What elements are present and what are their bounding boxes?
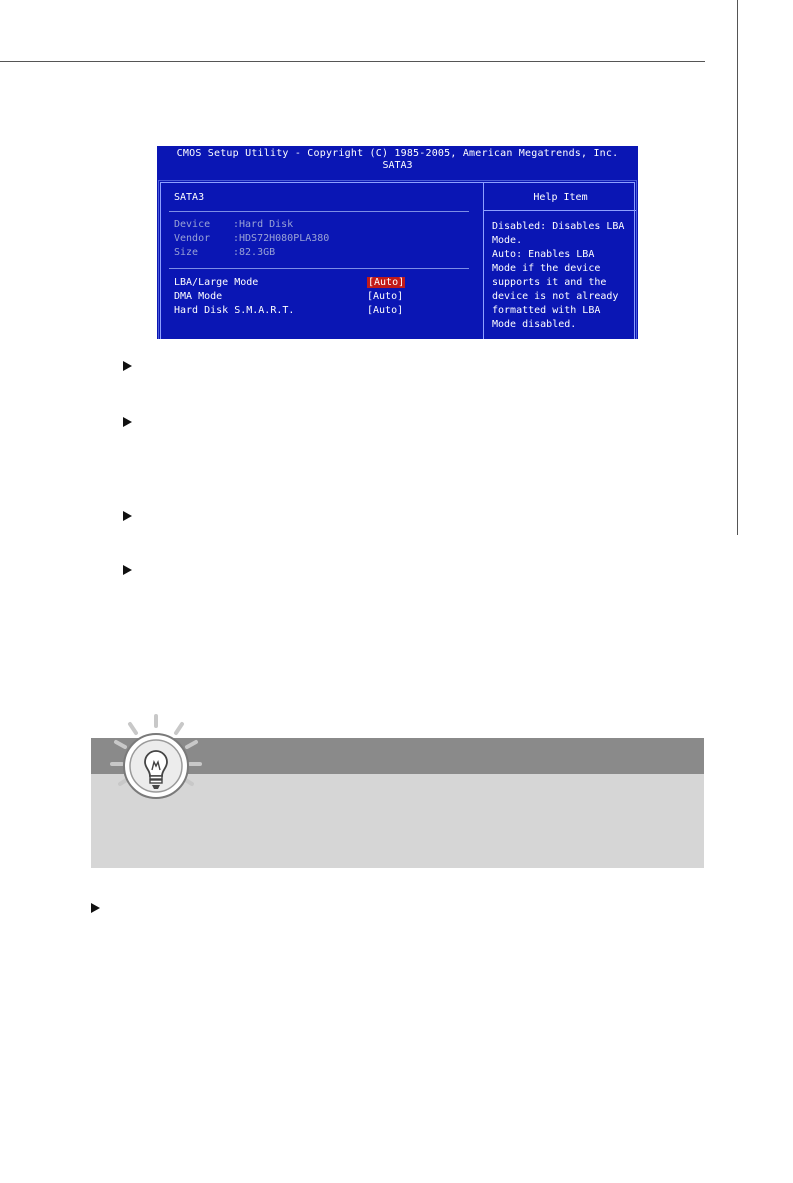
vendor-value: :HDS72H080PLA380: [233, 233, 330, 244]
smart-value[interactable]: [Auto]: [367, 305, 404, 316]
bios-separator: [169, 268, 469, 269]
bios-help-divider: [483, 182, 484, 339]
vendor-label: Vendor: [174, 233, 211, 244]
bios-screenshot: [157, 146, 638, 339]
bios-screen-title: SATA3: [382, 160, 413, 171]
device-label: Device: [174, 219, 211, 230]
lba-mode-value[interactable]: [Auto]: [368, 277, 405, 288]
help-line: supports it and the: [492, 277, 607, 288]
bios-copyright: CMOS Setup Utility - Copyright (C) 1985-2005, American Megatrends, Inc.: [176, 148, 619, 159]
bios-section-title: SATA3: [174, 192, 205, 203]
help-item-title: Help Item: [533, 192, 588, 203]
size-value: :82.3GB: [233, 247, 276, 258]
help-line: device is not already: [492, 291, 619, 302]
dma-mode-label: DMA Mode: [174, 291, 223, 302]
smart-label: Hard Disk S.M.A.R.T.: [174, 305, 295, 316]
bullet-arrow-icon: [123, 361, 132, 371]
help-line: Mode disabled.: [492, 319, 577, 330]
top-rule: [0, 61, 705, 62]
dma-mode-value[interactable]: [Auto]: [367, 291, 404, 302]
bullet-arrow-icon: [91, 903, 100, 913]
bios-separator: [169, 211, 469, 212]
help-separator: [484, 210, 636, 211]
bullet-arrow-icon: [123, 565, 132, 575]
help-line: Auto: Enables LBA: [492, 249, 595, 260]
help-line: Disabled: Disables LBA: [492, 221, 625, 232]
help-line: Mode.: [492, 235, 523, 246]
help-line: formatted with LBA: [492, 305, 601, 316]
bullet-arrow-icon: [123, 417, 132, 427]
help-line: Mode if the device: [492, 263, 601, 274]
device-value: :Hard Disk: [233, 219, 294, 230]
size-label: Size: [174, 247, 199, 258]
side-rule: [737, 0, 738, 535]
lightbulb-icon: [108, 712, 204, 808]
bullet-arrow-icon: [123, 511, 132, 521]
lba-mode-label: LBA/Large Mode: [174, 277, 259, 288]
